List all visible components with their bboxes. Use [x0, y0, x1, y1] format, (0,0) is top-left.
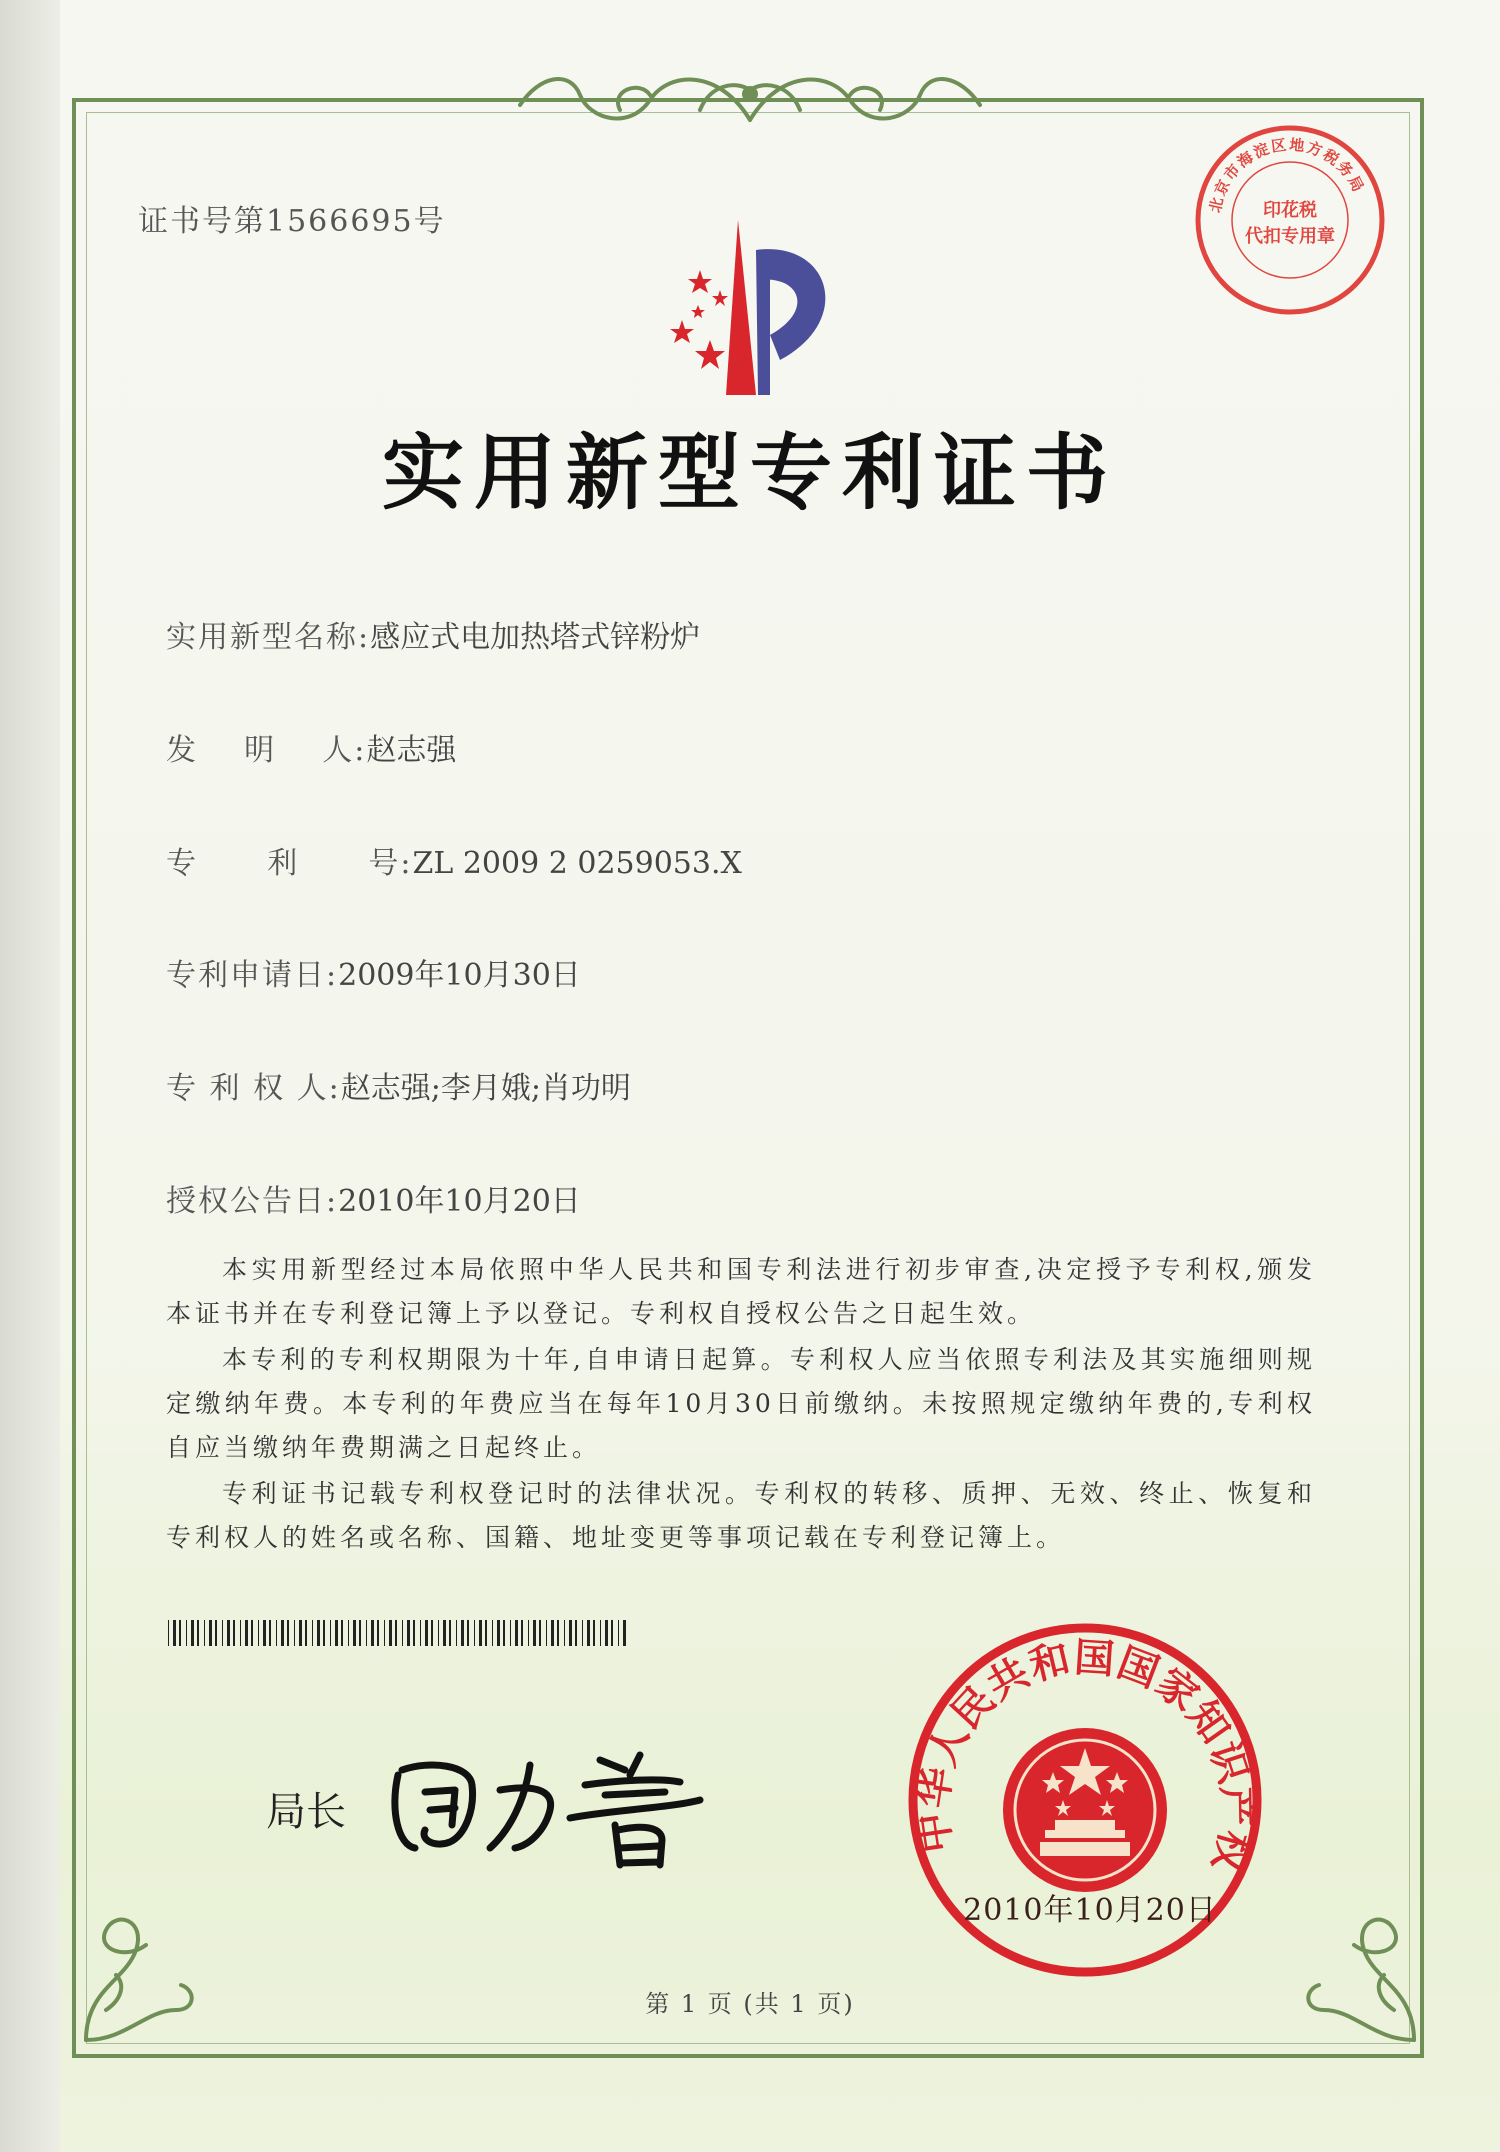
field-patent-number: [166, 838, 742, 882]
field-value: 感应式电加热塔式锌粉炉: [370, 620, 701, 655]
tax-stamp-center-line-2: 代扣专用章: [1245, 226, 1335, 247]
corner-ornament-bottom-right-icon: [1294, 1890, 1434, 2050]
certificate-number: 证书号第1566695号: [138, 204, 446, 239]
director-title: 局长: [266, 1789, 346, 1835]
svg-text:北京市海淀区地方税务局: 北京市海淀区地方税务局: [1206, 135, 1369, 215]
svg-text:中华人民共和国国家知识产权局: 中华人民共和国国家知识产权: [909, 1634, 1260, 1878]
field-label: 发 明 人:: [166, 733, 367, 768]
paragraph-2: 本专利的专利权期限为十年,自申请日起算。专利权人应当依照专利法及其实施细则规定缴纳年费。本专利的年费应当在每年10月30日前缴纳。未按照规定缴纳年费的,专利权自应当缴纳年费期满之日起终止。: [166, 1345, 1316, 1462]
field-value: 赵志强: [366, 733, 457, 768]
patent-office-emblem-icon: [630, 210, 870, 410]
field-value: 赵志强;李月娥;肖功明: [340, 1071, 631, 1106]
field-value: 2010年10月20日: [338, 1184, 581, 1219]
paragraph-3: 专利证书记载专利权登记时的法律状况。专利权的转移、质押、无效、终止、恢复和专利权人的姓名或名称、国籍、地址变更等事项记载在专利登记簿上。: [166, 1479, 1316, 1552]
field-label: 专利申请日:: [166, 958, 339, 993]
page-number: 第 1 页 (共 1 页): [645, 1990, 855, 2018]
field-label: 授权公告日:: [166, 1184, 339, 1219]
field-label: 实用新型名称:: [166, 620, 371, 655]
page-edge: [0, 0, 60, 2152]
corner-ornament-bottom-left-icon: [66, 1890, 206, 2050]
field-patentee: [166, 1063, 631, 1107]
tax-stamp-center-line-1: 印花税: [1263, 200, 1317, 221]
field-grant-date: [166, 1176, 581, 1220]
field-application-date: [166, 950, 581, 994]
official-seal: [905, 1620, 1265, 1984]
tax-stamp-seal: [1190, 120, 1390, 324]
director-signature-icon: [380, 1730, 720, 1880]
certificate-title: 实用新型专利证书: [381, 426, 1118, 521]
barcode-icon: [168, 1620, 628, 1646]
top-ornament-icon: [500, 50, 1000, 140]
field-label: 专 利 权 人:: [166, 1071, 341, 1106]
field-utility-model-name: [166, 612, 700, 656]
field-label: 专 利 号:: [166, 846, 413, 881]
seal-date: 2010年10月20日: [963, 1893, 1217, 1928]
field-inventor: [166, 725, 456, 769]
paragraph-1: 本实用新型经过本局依照中华人民共和国专利法进行初步审查,决定授予专利权,颁发本证书并在专利登记簿上予以登记。专利权自授权公告之日起生效。: [166, 1255, 1316, 1328]
field-value: ZL 2009 2 0259053.X: [412, 846, 742, 881]
field-value: 2009年10月30日: [338, 958, 581, 993]
